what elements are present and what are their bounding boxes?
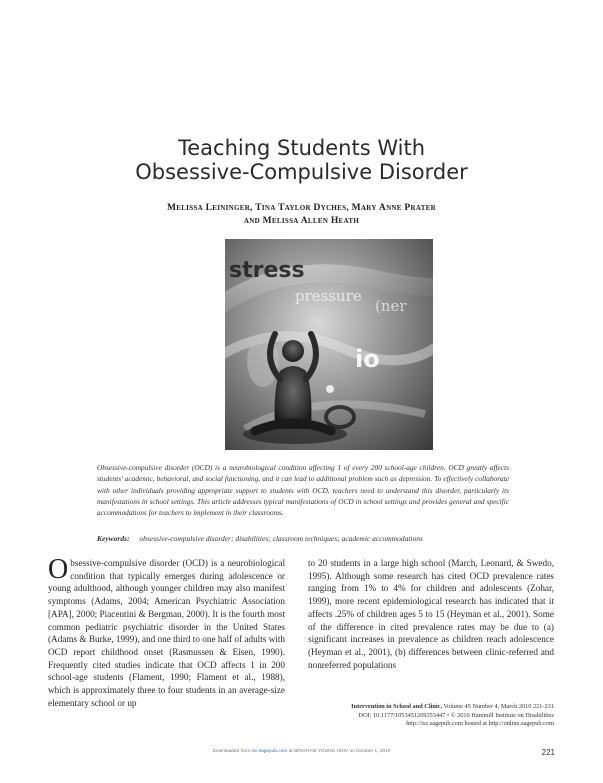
download-suffix: at BRIGHAM YOUNG UNIV on October 1, 2010 [288, 749, 391, 754]
body-text-left: bsessive-compulsive disorder (OCD) is a neurobiological condition that typically emerges during adolescence or young adulthood, although younger children may also manifest symptoms (Adams, 2004; American Psychiatric Association [APA], 2000; Piacentini & Bergman, 2000). It is the fourth most common pediatric psychiatric disorder in the United States (Adams & Burke, 1999), and one third to one half of adults with OCD report childhood onset (Rasmussen & Eisen, 1990). Frequently cited studies indicate that OCD affects 1 in 200 school-age students (Flament, 1990; Flament et al., 1988), which is approximately three to four students in an average-size elementary school or up [48, 558, 285, 708]
stress-illustration [225, 239, 433, 450]
article-title-line-1: Teaching Students With [177, 136, 426, 160]
body-text-right: to 20 students in a large high school (March, Leonard, & Swedo, 1995). Although some research has cited OCD prevalence rates ranging from 1% to 4% for children and adolescents (Zohar, 1999), more recent epidemiological research has indicated that it affects .25% of children ages 5 to 15 (Heyman et al., 2001). Some of the difference in cited prevalence rates may be due to (a) significant increases in prevalence as children reach adolescence (Heyman et al., 2001), (b) differences between clinic-referred and nonreferred populations [308, 558, 554, 670]
word-ner: (ner [375, 297, 407, 315]
drop-cap: O [48, 554, 69, 585]
body-column-right [308, 557, 554, 671]
word-stress: stress [229, 258, 305, 283]
authors-line-2: and Melissa Allen Heath [243, 216, 360, 226]
stress-illustration-graphic [225, 239, 433, 450]
abstract: Obsessive-compulsive disorder (OCD) is a neurobiological condition affecting 1 of every 200 school-age children. OCD greatly affects students' academic, behavioral, and social functioning, and it can lead to additional problem such as depression. To effectively collaborate with other individuals providing appropriate support to students with OCD, teachers need to understand this disorder, particularly its manifestations in school settings. This article addresses typical manifestations of OCD in school settings and provides general and specific accommodations for teachers to implement in their classrooms. [97, 463, 509, 518]
page-number: 221 [541, 748, 555, 757]
journal-volume: Volume 45 Number 4, March 2010 221-231 [443, 703, 554, 710]
word-pressure: pressure [295, 287, 362, 305]
citation-doi: DOI: 10.1177/1053451209353447 • © 2010 Hammill Institute on Disabilities [358, 711, 554, 719]
citation-journal-line [308, 703, 554, 712]
article-title-line-2: Obsessive-Compulsive Disorder [135, 160, 468, 184]
article-title [0, 136, 603, 184]
authors-line-1: Melissa Leininger, Tina Taylor Dyches, Mary Anne Prater [166, 203, 437, 213]
download-link[interactable]: isc.sagepub.com [251, 749, 288, 754]
keywords-text: obsessive-compulsive disorder; disabilities; classroom techniques; academic accommodations [139, 534, 423, 543]
download-prefix: Downloaded from [212, 749, 251, 754]
journal-name: Intervention in School and Clinic, [351, 703, 442, 710]
citation-url: http://isc.sagepub.com hosted at http://online.sagepub.com [406, 720, 554, 728]
keywords [97, 533, 517, 544]
body-column-left [48, 554, 285, 709]
keywords-label: Keywords: [97, 534, 130, 543]
author-list [0, 202, 603, 228]
word-io: io [355, 345, 380, 373]
download-notice [0, 749, 603, 754]
citation-block [308, 703, 554, 729]
